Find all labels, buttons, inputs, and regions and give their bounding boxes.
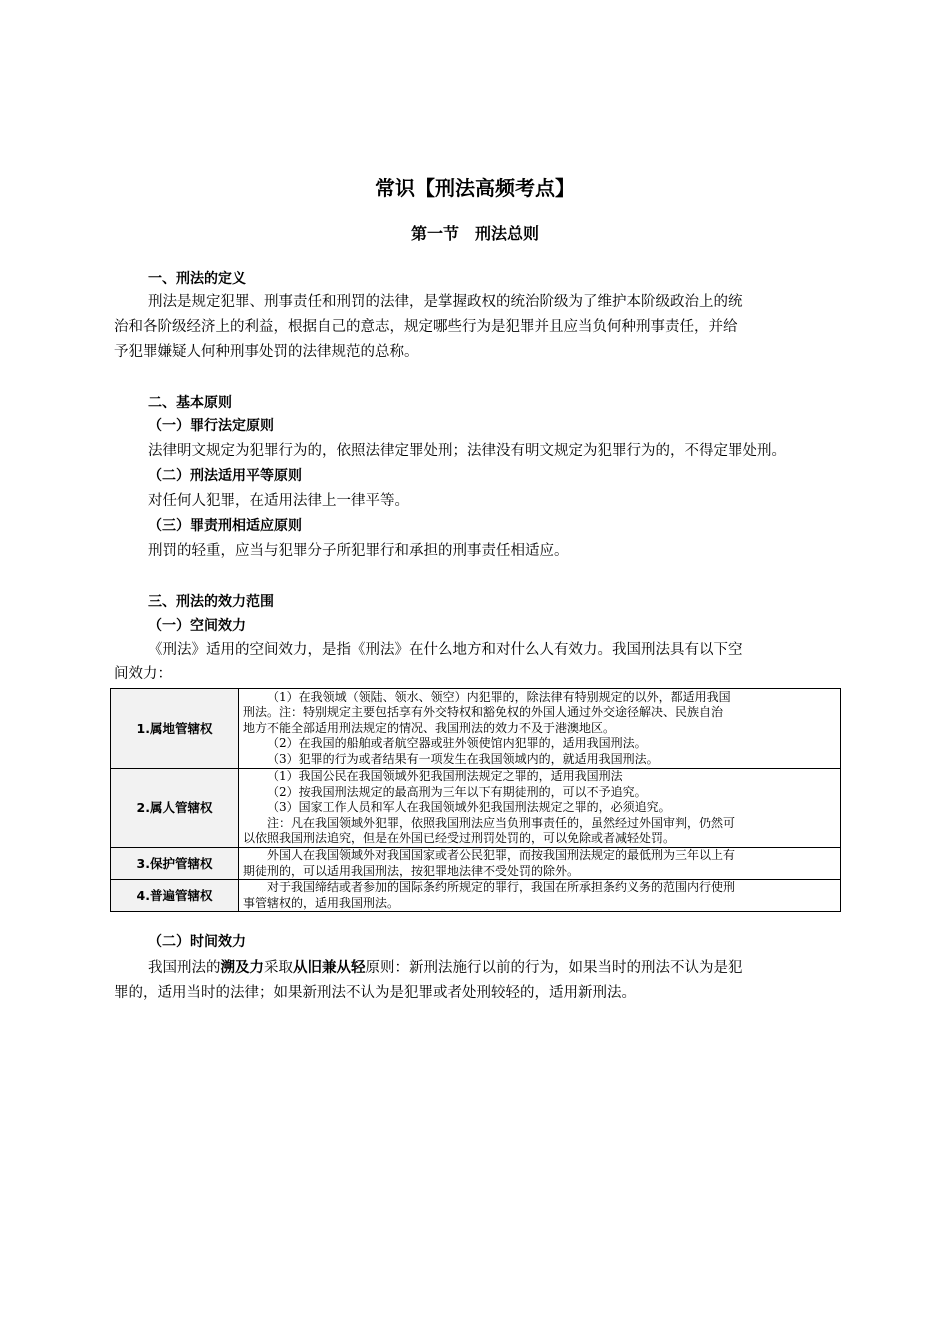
row-content: （1）我国公民在我国领域外犯我国刑法规定之罪的，适用我国刑法 （2）按我国刑法规定的最高刑为三年以下有期徒刑的，可以不予追究。 （3）国家工作人员和军人在我国领域外犯我国刑法规定之罪的，必须追究。 注：凡在我国领域外犯罪，依照我国刑法应当负刑事责任的，虽然经过外国审判，仍然可 以依照我国刑法追究，但是在外国已经受过刑罚处罚的，可以免除或者减轻处罚。 <box>239 769 841 848</box>
table-row <box>111 848 841 880</box>
definition-line-2: 治和各阶级经济上的利益，根据自己的意志，规定哪些行为是犯罪并且应当负何种刑事责任，并给 <box>114 319 738 335</box>
table-row <box>111 769 841 848</box>
heading-principles: 二、基本原则 <box>148 395 232 411</box>
heading-space-effect: （一）空间效力 <box>148 618 246 634</box>
principle-2-text: 对任何人犯罪，在适用法律上一律平等。 <box>148 493 409 509</box>
space-effect-line-1: 《刑法》适用的空间效力，是指《刑法》在什么地方和对什么人有效力。我国刑法具有以下空 <box>148 642 743 658</box>
emphasis-retroactivity: 溯及力 <box>220 960 264 976</box>
definition-line-1: 刑法是规定犯罪、刑事责任和刑罚的法律，是掌握政权的统治阶级为了维护本阶级政治上的统 <box>148 294 743 310</box>
table-row <box>111 689 841 769</box>
row-label: 2.属人管辖权 <box>111 769 239 848</box>
row-label: 1.属地管辖权 <box>111 689 239 769</box>
row-content: （1）在我领域（领陆、领水、领空）内犯罪的，除法律有特别规定的以外，都适用我国 刑法。注：特别规定主要包括享有外交特权和豁免权的外国人通过外交途径解决、民族自治 地方不能全部适用刑法规定的情况、我国刑法的效力不及于港澳地区。 （2）在我国的船舶或者航空器或驻外领使馆内犯罪的，适用我国刑法。 （3）犯罪的行为或者结果有一项发生在我国领域内的，就适用我国刑法。 <box>239 689 841 769</box>
row-content: 外国人在我国领域外对我国国家或者公民犯罪，而按我国刑法规定的最低刑为三年以上有 期徒刑的，可以适用我国刑法，按犯罪地法律不受处罚的除外。 <box>239 848 841 880</box>
principle-1-text: 法律明文规定为犯罪行为的，依照法律定罪处刑；法律没有明文规定为犯罪行为的，不得定罪处刑。 <box>148 443 786 459</box>
table-row <box>111 880 841 912</box>
jurisdiction-table <box>110 688 841 912</box>
page-title: 常识【刑法高频考点】 <box>375 176 575 200</box>
heading-principle-1: （一）罪行法定原则 <box>148 418 274 434</box>
heading-principle-2: （二）刑法适用平等原则 <box>148 468 302 484</box>
row-label: 3.保护管辖权 <box>111 848 239 880</box>
heading-scope: 三、刑法的效力范围 <box>148 594 274 610</box>
heading-principle-3: （三）罪责刑相适应原则 <box>148 518 302 534</box>
row-content: 对于我国缔结或者参加的国际条约所规定的罪行，我国在所承担条约义务的范围内行使刑 事管辖权的，适用我国刑法。 <box>239 880 841 912</box>
emphasis-principle: 从旧兼从轻 <box>293 960 366 976</box>
definition-line-3: 予犯罪嫌疑人何种刑事处罚的法律规范的总称。 <box>114 344 419 360</box>
space-effect-line-2: 间效力： <box>114 666 172 682</box>
section-title: 第一节 刑法总则 <box>410 224 539 243</box>
principle-3-text: 刑罚的轻重，应当与犯罪分子所犯罪行和承担的刑事责任相适应。 <box>148 543 569 559</box>
time-effect-line-1: 我国刑法的溯及力采取从旧兼从轻原则：新刑法施行以前的行为，如果当时的刑法不认为是犯 <box>148 960 743 976</box>
time-effect-line-2: 罪的，适用当时的法律；如果新刑法不认为是犯罪或者处刑较轻的，适用新刑法。 <box>114 985 636 1001</box>
heading-definition: 一、刑法的定义 <box>148 271 246 287</box>
row-label: 4.普遍管辖权 <box>111 880 239 912</box>
heading-time-effect: （二）时间效力 <box>148 934 246 950</box>
